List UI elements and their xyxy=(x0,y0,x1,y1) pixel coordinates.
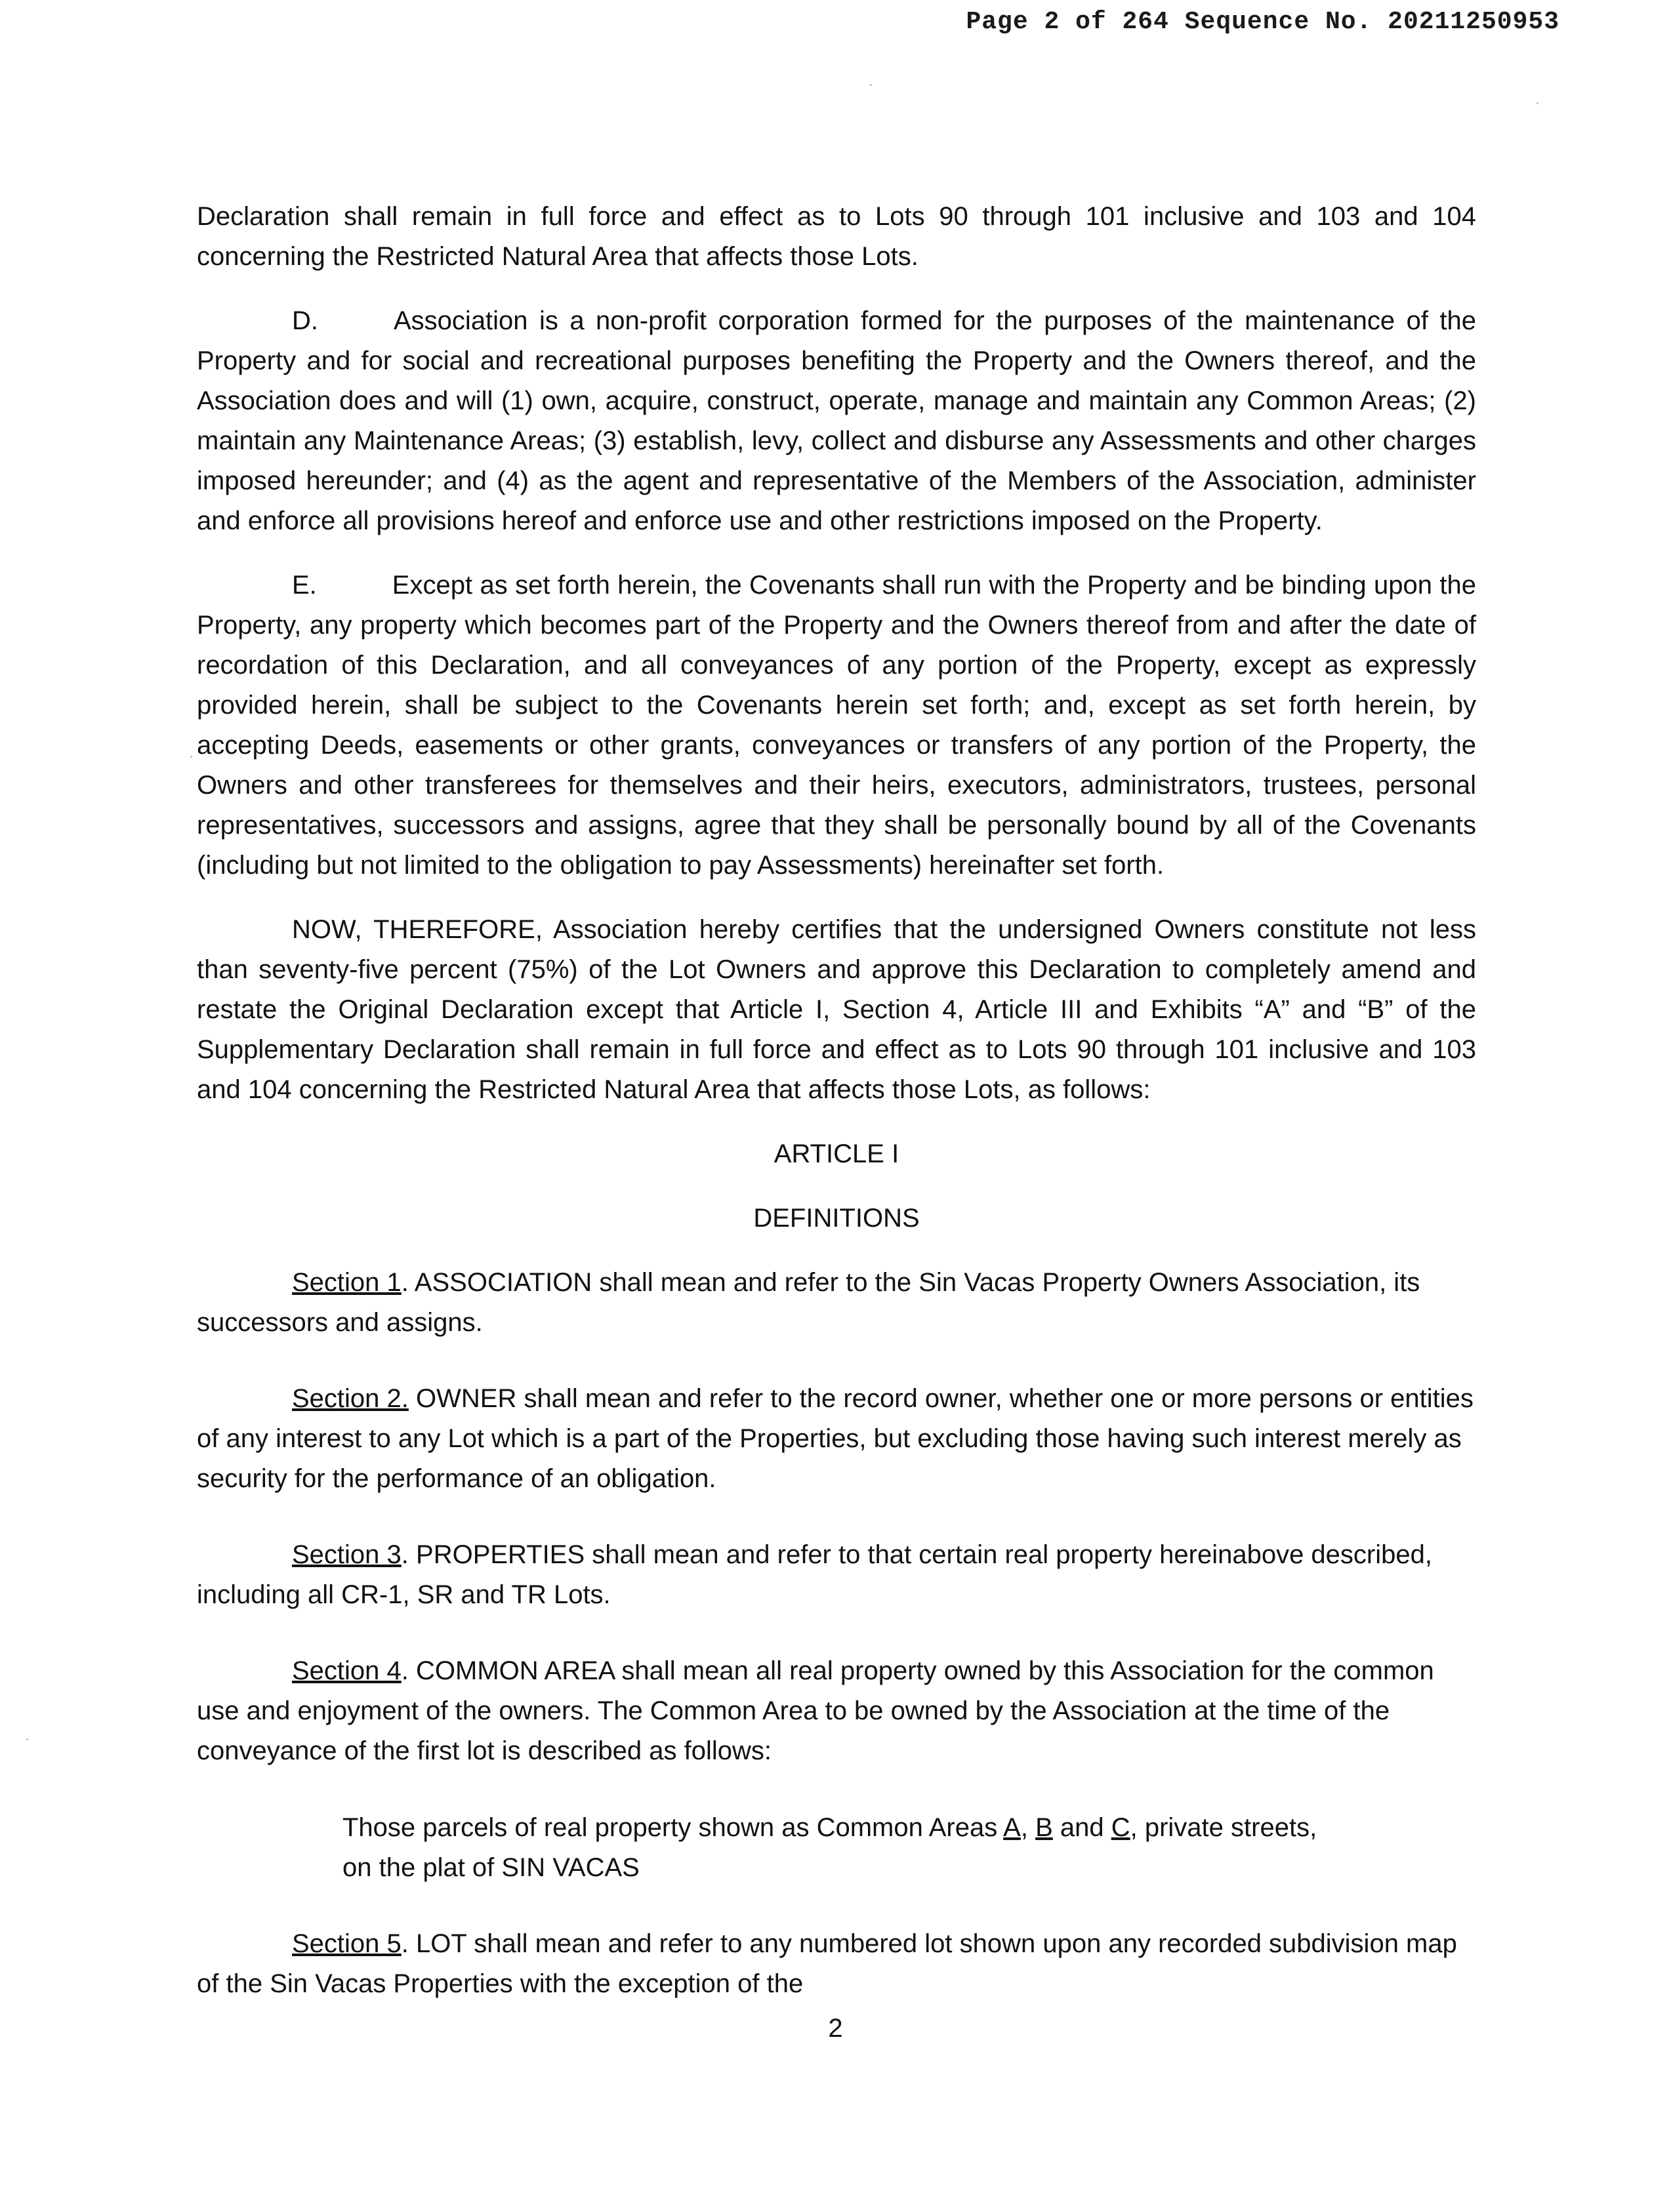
section-1-label: Section 1 xyxy=(292,1268,402,1297)
paragraph-d-text: Association is a non-profit corporation formed for the purposes of the maintenance of the Property and for social and recreational purposes benefiting the Property and the Owners thereof, and the Association does and will (1) own, acquire, construct, operate, manage and maintain any Common Areas; (2) maintain any Maintenance Areas; (3) establish, levy, collect and disburse any Assessments and other charges imposed hereunder; and (4) as the agent and representative of the Members of the Association, administer and enforce all provisions hereof and enforce use and other restrictions imposed on the Property. xyxy=(197,306,1476,535)
section-4-label: Section 4 xyxy=(292,1656,402,1685)
common-areas-comma: , xyxy=(1020,1813,1036,1842)
section-1 xyxy=(197,1263,1476,1343)
common-area-a: A xyxy=(1003,1813,1021,1842)
scan-speck xyxy=(26,1738,28,1740)
section-4-text: . COMMON AREA shall mean all real property owned by this Association for the common use and enjoyment of the owners. The Common Area to be owned by the Association at the time of the conveyance of the first lot is described as follows: xyxy=(197,1656,1434,1765)
common-areas-suffix: , private streets, xyxy=(1130,1813,1317,1842)
common-area-c: C xyxy=(1111,1813,1130,1842)
section-1-text: . ASSOCIATION shall mean and refer to the Sin Vacas Property Owners Association, its successors and assigns. xyxy=(197,1268,1420,1337)
common-areas-and: and xyxy=(1052,1813,1111,1842)
document-body xyxy=(197,197,1476,2004)
common-areas-line-1 xyxy=(342,1808,1476,1848)
article-heading: ARTICLE I xyxy=(774,1139,899,1168)
paragraph-d-letter: D. xyxy=(292,306,318,335)
section-2-text: OWNER shall mean and refer to the record owner, whether one or more persons or entities of any interest to any Lot which is a part of the Properties, but excluding those having such interest merely as security for the performance of an obligation. xyxy=(197,1384,1474,1493)
section-5 xyxy=(197,1924,1476,2004)
section-2-label: Section 2. xyxy=(292,1384,409,1413)
page-header: Page 2 of 264 Sequence No. 20211250953 xyxy=(966,8,1559,36)
article-subheading: DEFINITIONS xyxy=(753,1204,920,1233)
common-areas-block xyxy=(197,1808,1476,1888)
now-therefore-paragraph: NOW, THEREFORE, Association hereby certifies that the undersigned Owners constitute not less than seventy-five percent (75%) of the Lot Owners and approve this Declaration to completely amend and restate the Original Declaration except that Article I, Section 4, Article III and Exhibits “A” and “B” of the Supplementary Declaration shall remain in full force and effect as to Lots 90 through 101 inclusive and 103 and 104 concerning the Restricted Natural Area that affects those Lots, as follows: xyxy=(197,915,1476,1104)
intro-paragraph: Declaration shall remain in full force and effect as to Lots 90 through 101 inclusive and 103 and 104 concerning the Restricted Natural Area that affects those Lots. xyxy=(197,202,1476,271)
section-3-text: . PROPERTIES shall mean and refer to that certain real property hereinabove described, including all CR-1, SR and TR Lots. xyxy=(197,1540,1432,1609)
section-5-text: . LOT shall mean and refer to any numbered lot shown upon any recorded subdivision map of the Sin Vacas Properties with the exception of the xyxy=(197,1929,1457,1998)
common-areas-prefix: Those parcels of real property shown as Common Areas xyxy=(342,1813,1004,1842)
section-3-label: Section 3 xyxy=(292,1540,402,1569)
section-5-label: Section 5 xyxy=(292,1929,402,1958)
section-3 xyxy=(197,1535,1476,1615)
page-number: 2 xyxy=(828,2014,843,2043)
paragraph-e xyxy=(197,565,1476,886)
common-areas-line-2: on the plat of SIN VACAS xyxy=(342,1853,640,1882)
section-4 xyxy=(197,1651,1476,1771)
paragraph-e-letter: E. xyxy=(292,571,317,600)
section-2 xyxy=(197,1379,1476,1499)
common-area-b: B xyxy=(1035,1813,1053,1842)
scan-speck xyxy=(190,756,192,758)
scan-speck xyxy=(870,84,872,86)
paragraph-e-text: Except as set forth herein, the Covenants shall run with the Property and be binding upon the Property, any property which becomes part of the Property and the Owners thereof from and after the date of recordation of this Declaration, and all conveyances of any portion of the Property, except as expressly provided herein, shall be subject to the Covenants herein set forth; and, except as set forth herein, by accepting Deeds, easements or other grants, conveyances or transfers of any portion of the Property, the Owners and other transferees for themselves and their heirs, executors, administrators, trustees, personal representatives, successors and assigns, agree that they shall be personally bound by all of the Covenants (including but not limited to the obligation to pay Assessments) hereinafter set forth. xyxy=(197,571,1476,880)
scan-speck xyxy=(1537,102,1538,104)
paragraph-d xyxy=(197,301,1476,541)
